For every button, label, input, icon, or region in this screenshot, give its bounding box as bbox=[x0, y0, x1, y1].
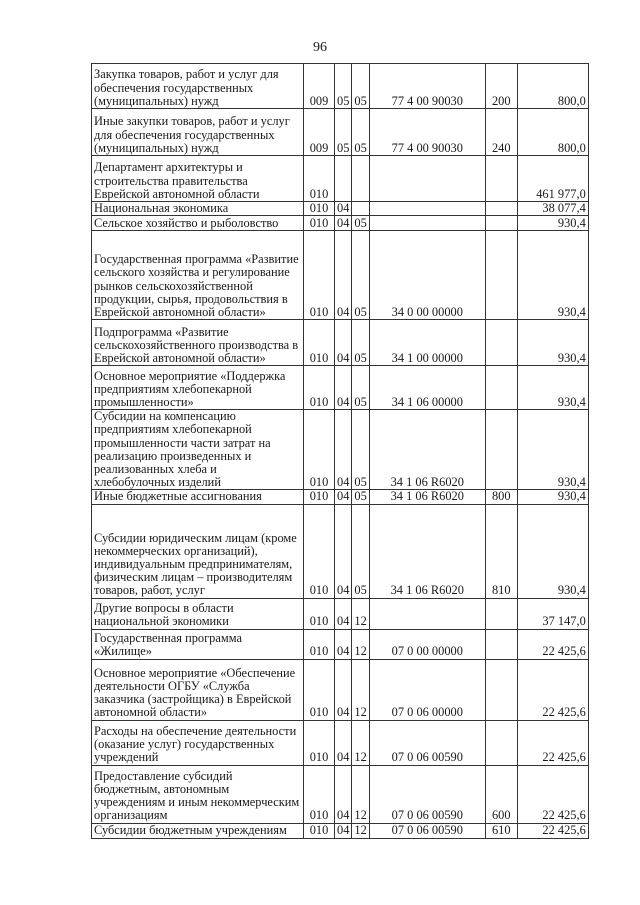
section-code: 04 bbox=[335, 765, 352, 823]
expense-type-code bbox=[485, 659, 517, 720]
target-article-code: 07 0 00 00000 bbox=[369, 629, 485, 659]
ministry-code: 009 bbox=[304, 64, 335, 109]
row-amount: 930,4 bbox=[517, 231, 588, 320]
table-row bbox=[92, 765, 589, 823]
expense-type-code: 240 bbox=[485, 109, 517, 156]
row-amount: 37 147,0 bbox=[517, 598, 588, 629]
target-article-code: 34 0 00 00000 bbox=[369, 231, 485, 320]
ministry-code: 010 bbox=[304, 629, 335, 659]
row-amount: 930,4 bbox=[517, 490, 588, 504]
row-amount: 22 425,6 bbox=[517, 659, 588, 720]
subsection-code: 05 bbox=[352, 216, 369, 231]
subsection-code bbox=[352, 156, 369, 202]
section-code: 05 bbox=[335, 109, 352, 156]
table-row bbox=[92, 823, 589, 838]
row-name: Иные закупки товаров, работ и услуг для обеспечения государственных (муниципальных) нужд bbox=[92, 109, 304, 156]
ministry-code: 010 bbox=[304, 823, 335, 838]
section-code: 04 bbox=[335, 320, 352, 366]
row-name: Другие вопросы в области национальной экономики bbox=[92, 598, 304, 629]
row-amount: 930,4 bbox=[517, 216, 588, 231]
expense-type-code: 200 bbox=[485, 64, 517, 109]
ministry-code: 010 bbox=[304, 410, 335, 490]
section-code: 04 bbox=[335, 216, 352, 231]
expense-type-code bbox=[485, 598, 517, 629]
section-code: 04 bbox=[335, 410, 352, 490]
subsection-code: 05 bbox=[352, 490, 369, 504]
ministry-code: 010 bbox=[304, 765, 335, 823]
row-amount: 800,0 bbox=[517, 109, 588, 156]
expense-type-code bbox=[485, 629, 517, 659]
ministry-code: 010 bbox=[304, 598, 335, 629]
subsection-code bbox=[352, 202, 369, 216]
page-number: 96 bbox=[313, 40, 327, 55]
target-article-code bbox=[369, 216, 485, 231]
row-name: Закупка товаров, работ и услуг для обеспечения государственных (муниципальных) нужд bbox=[92, 64, 304, 109]
ministry-code: 010 bbox=[304, 504, 335, 598]
section-code: 04 bbox=[335, 629, 352, 659]
row-amount: 22 425,6 bbox=[517, 823, 588, 838]
expense-type-code bbox=[485, 231, 517, 320]
expense-type-code bbox=[485, 216, 517, 231]
table-row bbox=[92, 659, 589, 720]
table-row bbox=[92, 598, 589, 629]
row-name: Сельское хозяйство и рыболовство bbox=[92, 216, 304, 231]
expense-type-code bbox=[485, 410, 517, 490]
row-amount: 22 425,6 bbox=[517, 765, 588, 823]
row-name: Основное мероприятие «Поддержка предприятиям хлебопекарной промышленности» bbox=[92, 366, 304, 410]
target-article-code: 77 4 00 90030 bbox=[369, 64, 485, 109]
target-article-code: 07 0 06 00000 bbox=[369, 659, 485, 720]
section-code: 04 bbox=[335, 490, 352, 504]
subsection-code: 05 bbox=[352, 109, 369, 156]
row-name: Субсидии бюджетным учреждениям bbox=[92, 823, 304, 838]
target-article-code: 34 1 00 00000 bbox=[369, 320, 485, 366]
section-code: 04 bbox=[335, 659, 352, 720]
ministry-code: 010 bbox=[304, 216, 335, 231]
ministry-code: 010 bbox=[304, 659, 335, 720]
row-amount: 800,0 bbox=[517, 64, 588, 109]
section-code: 04 bbox=[335, 823, 352, 838]
ministry-code: 010 bbox=[304, 156, 335, 202]
target-article-code: 07 0 06 00590 bbox=[369, 720, 485, 765]
table-row bbox=[92, 410, 589, 490]
target-article-code bbox=[369, 598, 485, 629]
row-name: Национальная экономика bbox=[92, 202, 304, 216]
subsection-code: 12 bbox=[352, 598, 369, 629]
ministry-code: 010 bbox=[304, 366, 335, 410]
row-amount: 930,4 bbox=[517, 366, 588, 410]
row-name: Подпрограмма «Развитие сельскохозяйственного производства в Еврейской автономной области» bbox=[92, 320, 304, 366]
target-article-code bbox=[369, 156, 485, 202]
target-article-code: 34 1 06 R6020 bbox=[369, 410, 485, 490]
expense-type-code: 800 bbox=[485, 490, 517, 504]
expense-type-code bbox=[485, 202, 517, 216]
expense-type-code bbox=[485, 156, 517, 202]
target-article-code bbox=[369, 202, 485, 216]
target-article-code: 77 4 00 90030 bbox=[369, 109, 485, 156]
table-row bbox=[92, 490, 589, 504]
table-row bbox=[92, 504, 589, 598]
section-code: 04 bbox=[335, 202, 352, 216]
row-name: Субсидии на компенсацию предприятиям хлебопекарной промышленности части затрат на реализацию произведенных и реализованных хлеба и хлебобулочных изделий bbox=[92, 410, 304, 490]
section-code: 04 bbox=[335, 720, 352, 765]
table-row bbox=[92, 202, 589, 216]
subsection-code: 05 bbox=[352, 504, 369, 598]
table-row bbox=[92, 320, 589, 366]
budget-table bbox=[91, 63, 589, 839]
ministry-code: 010 bbox=[304, 320, 335, 366]
ministry-code: 010 bbox=[304, 490, 335, 504]
ministry-code: 010 bbox=[304, 720, 335, 765]
target-article-code: 07 0 06 00590 bbox=[369, 823, 485, 838]
section-code: 04 bbox=[335, 504, 352, 598]
subsection-code: 12 bbox=[352, 720, 369, 765]
row-name: Государственная программа «Жилище» bbox=[92, 629, 304, 659]
subsection-code: 12 bbox=[352, 823, 369, 838]
row-name: Субсидии юридическим лицам (кроме некоммерческих организаций), индивидуальным предпринимателям, физическим лицам – производителям товаров, работ, услуг bbox=[92, 504, 304, 598]
section-code: 04 bbox=[335, 366, 352, 410]
row-name: Предоставление субсидий бюджетным, автономным учреждениям и иным некоммерческим организациям bbox=[92, 765, 304, 823]
target-article-code: 34 1 06 R6020 bbox=[369, 490, 485, 504]
subsection-code: 12 bbox=[352, 659, 369, 720]
ministry-code: 010 bbox=[304, 231, 335, 320]
table-row bbox=[92, 216, 589, 231]
section-code: 04 bbox=[335, 598, 352, 629]
row-amount: 22 425,6 bbox=[517, 629, 588, 659]
target-article-code: 34 1 06 R6020 bbox=[369, 504, 485, 598]
section-code: 05 bbox=[335, 64, 352, 109]
row-amount: 22 425,6 bbox=[517, 720, 588, 765]
row-name: Государственная программа «Развитие сельского хозяйства и регулирование рынков сельскохозяйственной продукции, сырья, продовольствия в Еврейской автономной области» bbox=[92, 231, 304, 320]
row-name: Расходы на обеспечение деятельности (оказание услуг) государственных учреждений bbox=[92, 720, 304, 765]
row-name: Основное мероприятие «Обеспечение деятельности ОГБУ «Служба заказчика (застройщика) в Еврейской автономной области» bbox=[92, 659, 304, 720]
target-article-code: 34 1 06 00000 bbox=[369, 366, 485, 410]
row-amount: 930,4 bbox=[517, 410, 588, 490]
expense-type-code: 810 bbox=[485, 504, 517, 598]
table-row bbox=[92, 109, 589, 156]
row-name: Департамент архитектуры и строительства правительства Еврейской автономной области bbox=[92, 156, 304, 202]
subsection-code: 12 bbox=[352, 629, 369, 659]
table-row bbox=[92, 156, 589, 202]
ministry-code: 009 bbox=[304, 109, 335, 156]
expense-type-code: 610 bbox=[485, 823, 517, 838]
row-amount: 930,4 bbox=[517, 504, 588, 598]
table-row bbox=[92, 231, 589, 320]
subsection-code: 05 bbox=[352, 64, 369, 109]
expense-type-code bbox=[485, 366, 517, 410]
target-article-code: 07 0 06 00590 bbox=[369, 765, 485, 823]
expense-type-code bbox=[485, 720, 517, 765]
row-amount: 461 977,0 bbox=[517, 156, 588, 202]
section-code: 04 bbox=[335, 231, 352, 320]
section-code bbox=[335, 156, 352, 202]
ministry-code: 010 bbox=[304, 202, 335, 216]
table-row bbox=[92, 366, 589, 410]
subsection-code: 05 bbox=[352, 366, 369, 410]
table-row bbox=[92, 64, 589, 109]
subsection-code: 05 bbox=[352, 320, 369, 366]
row-amount: 38 077,4 bbox=[517, 202, 588, 216]
subsection-code: 12 bbox=[352, 765, 369, 823]
row-amount: 930,4 bbox=[517, 320, 588, 366]
table-row bbox=[92, 629, 589, 659]
row-name: Иные бюджетные ассигнования bbox=[92, 490, 304, 504]
expense-type-code: 600 bbox=[485, 765, 517, 823]
budget-table-body bbox=[92, 64, 589, 839]
expense-type-code bbox=[485, 320, 517, 366]
table-row bbox=[92, 720, 589, 765]
subsection-code: 05 bbox=[352, 231, 369, 320]
subsection-code: 05 bbox=[352, 410, 369, 490]
